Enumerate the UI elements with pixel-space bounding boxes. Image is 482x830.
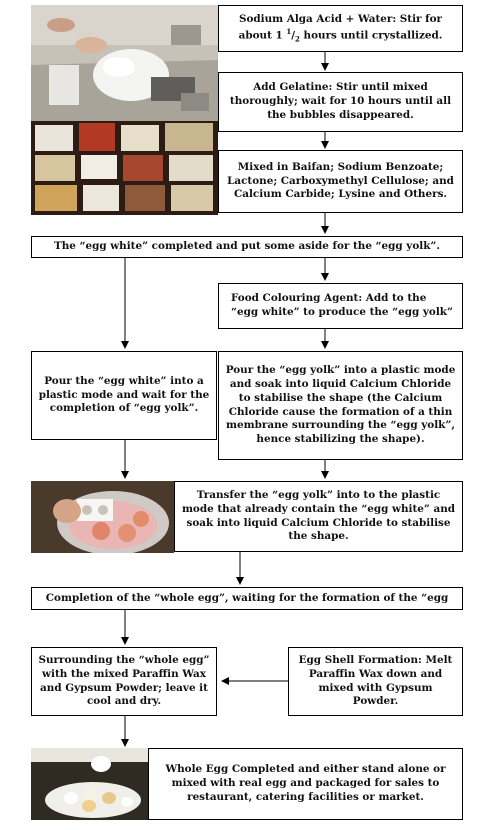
step-1-text: Sodium Alga Acid + Water: Stir for about 1 $^1/_2$ hours until crystallized. xyxy=(238,13,443,44)
step-7-pour-egg-yolk xyxy=(218,351,463,460)
step-2-text: Add Gelatine: Stir until mixed thoroughly; wait for 10 hours until all the bubbles disappeared. xyxy=(229,81,452,121)
step-8-transfer-egg-yolk xyxy=(174,481,463,552)
step-2-add-gelatine xyxy=(218,72,463,132)
step-4-egg-white-completed xyxy=(31,236,463,258)
step-3-text: Mixed in Baifan; Sodium Benzoate; Lactone; Carboxymethyl Cellulose; and Calcium Carbide; Lysine and Others. xyxy=(227,160,454,201)
step-3-mixed-ingredients xyxy=(218,150,463,213)
step-10-surrounding-whole-egg xyxy=(31,647,217,716)
step-10-text: Surrounding the “whole egg” with the mixed Paraffin Wax and Gypsum Powder; leave it cool and dry. xyxy=(38,654,210,708)
step-11-egg-shell-formation xyxy=(288,647,463,716)
step-8-text: Transfer the “egg yolk” into to the plastic mode that already contain the “egg white” and soak into liquid Calcium Chloride to stabilise the shape. xyxy=(181,489,456,543)
step-1-sodium-alga-acid xyxy=(218,5,463,52)
step-9-text: Completion of the “whole egg”, waiting for the formation of the “egg xyxy=(45,591,449,604)
step-12-whole-egg-completed xyxy=(148,748,463,820)
step-9-completion-whole-egg xyxy=(31,587,463,610)
step-5-text: Food Colouring Agent: Add to the “egg white” to produce the “egg yolk” xyxy=(231,292,453,318)
step-5-food-colouring xyxy=(218,283,463,329)
step-6-pour-egg-white xyxy=(31,351,217,440)
step-4-text: The “egg white” completed and put some aside for the “egg yolk”. xyxy=(53,240,441,253)
step-12-text: Whole Egg Completed and either stand alone or mixed with real egg and packaged for sales to restaurant, catering facilities or market. xyxy=(165,763,446,803)
step-7-text: Pour the “egg yolk” into a plastic mode and soak into liquid Calcium Chloride to stabilise the shape (the Calcium Chloride cause the formation of a thin membrane surrounding the “egg yolk”, hence stabilizing the shape). xyxy=(225,364,456,445)
step-11-text: Egg Shell Formation: Melt Paraffin Wax down and mixed with Gypsum Powder. xyxy=(298,654,453,708)
step-6-text: Pour the “egg white” into a plastic mode and wait for the completion of “egg yolk”. xyxy=(38,374,210,415)
